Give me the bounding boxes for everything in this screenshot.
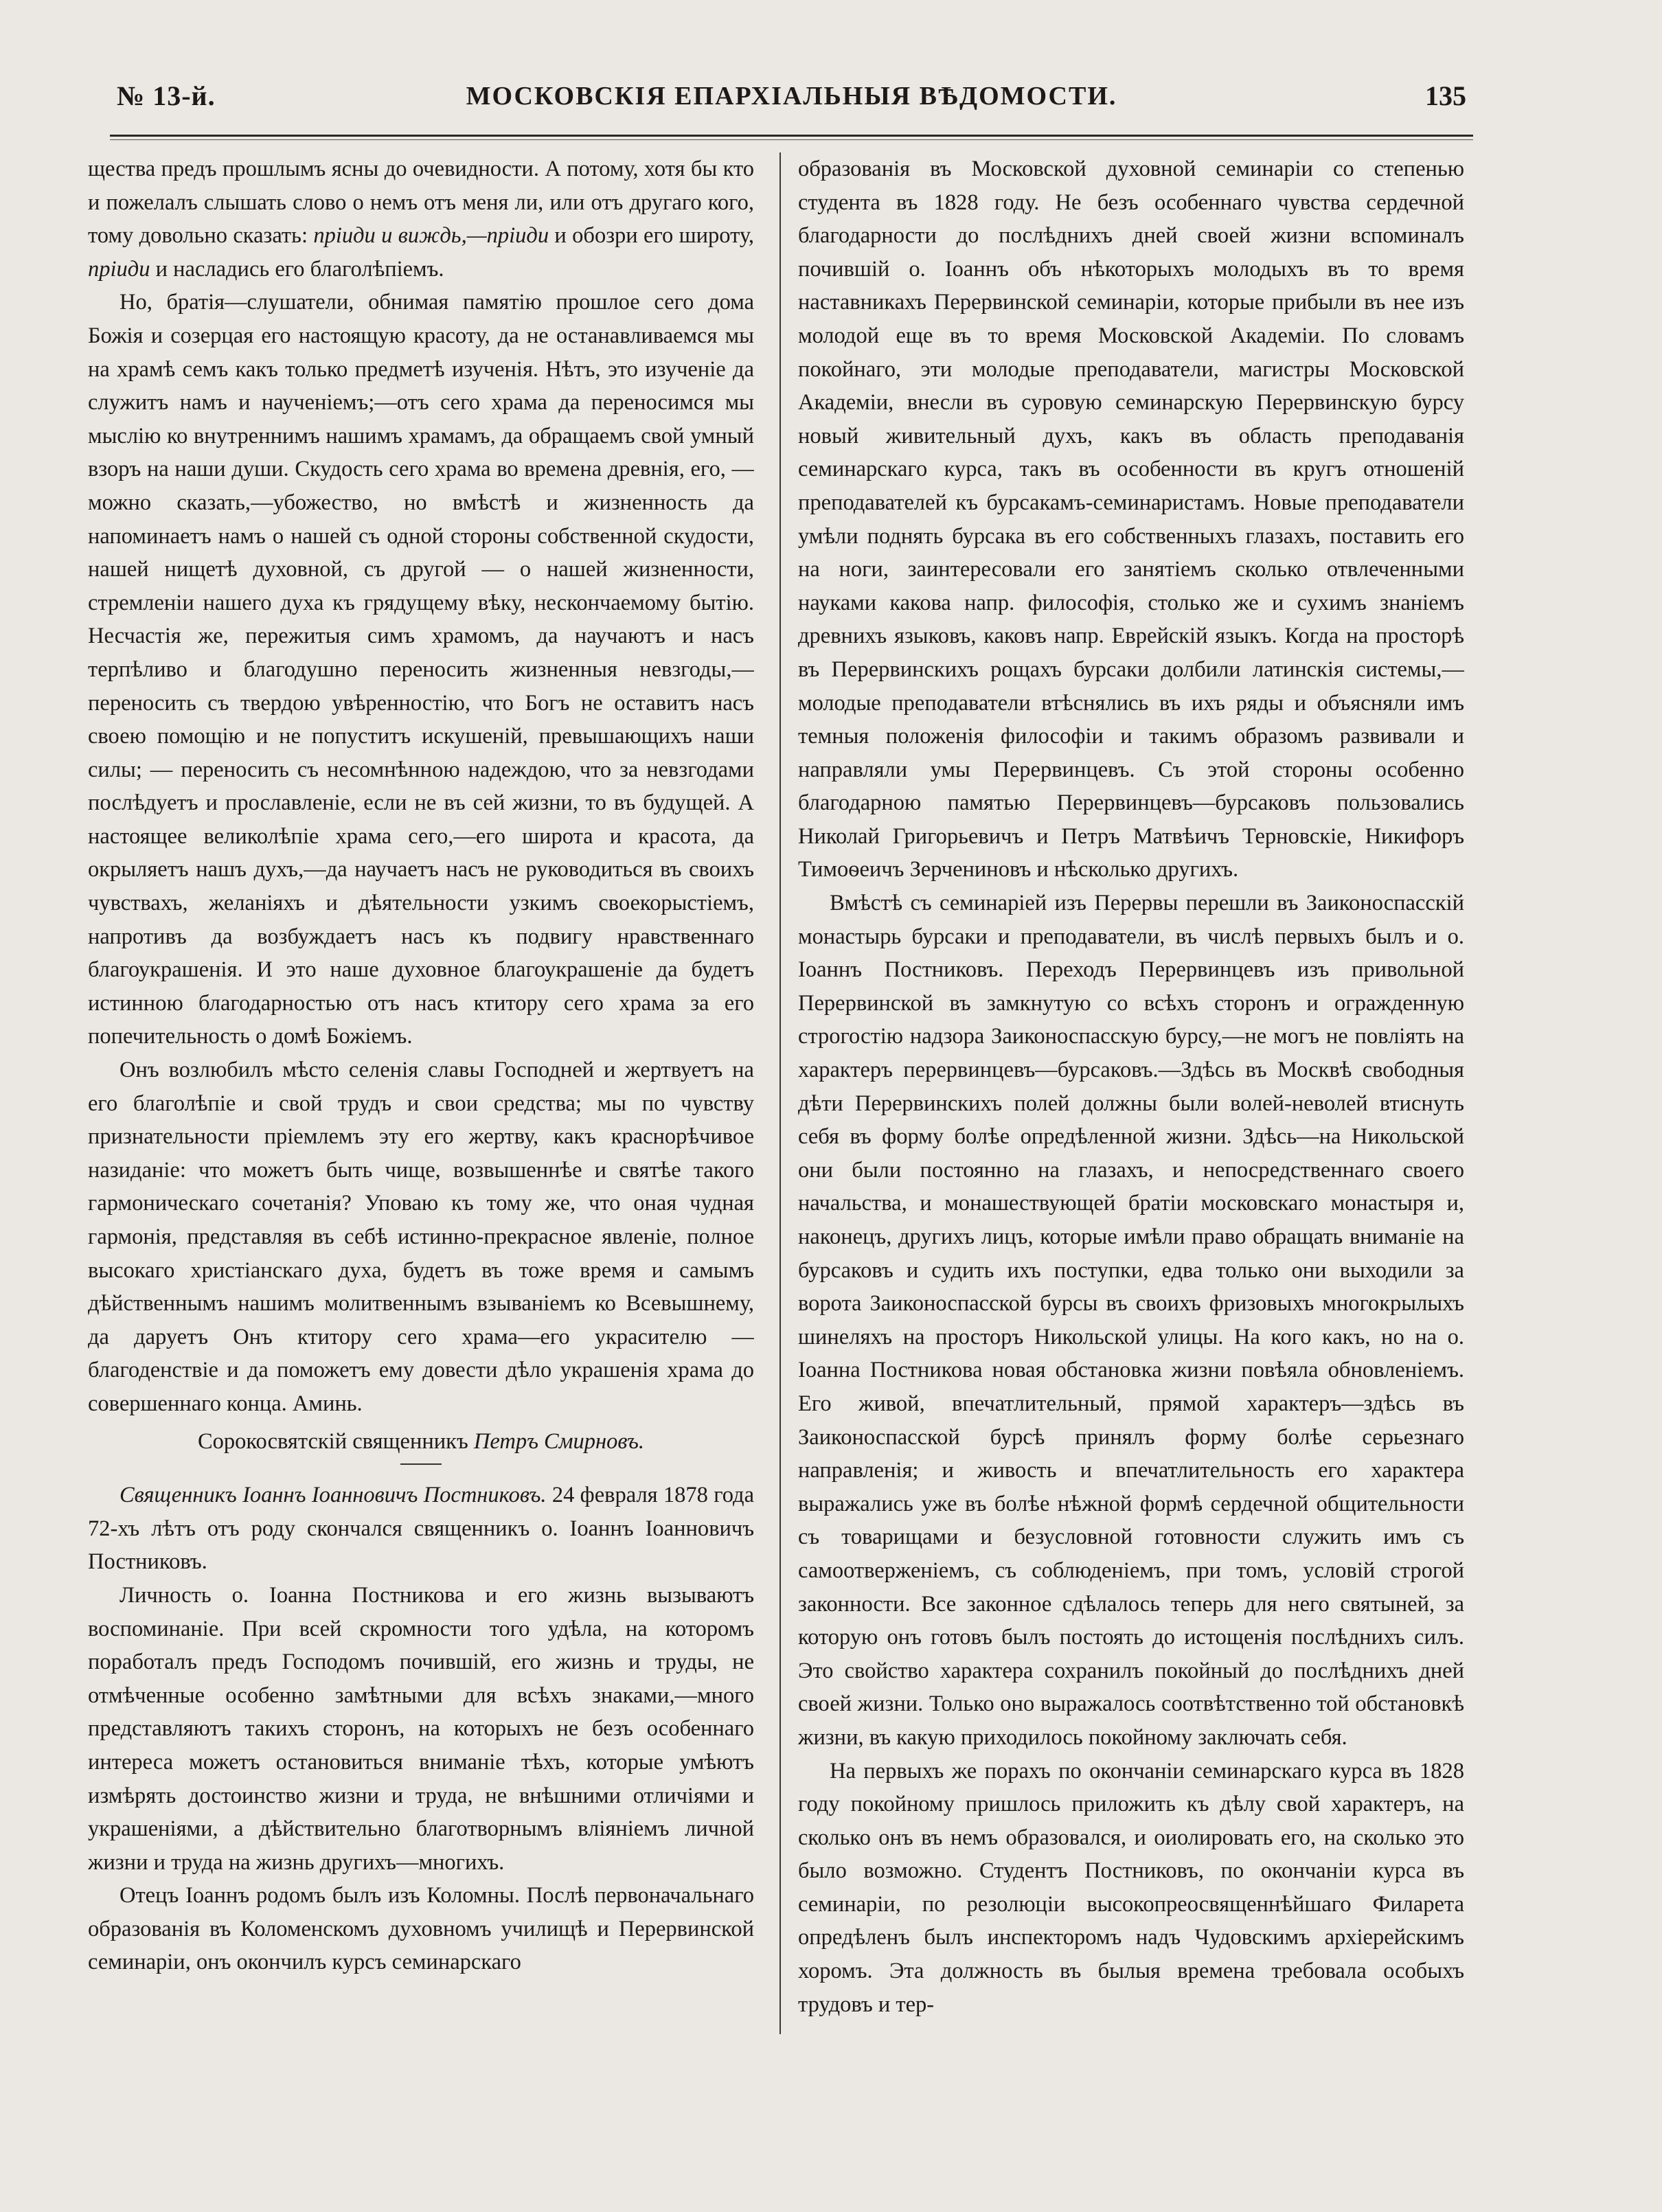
column-divider [779, 152, 781, 2034]
left-column [88, 152, 754, 2130]
text-run: и обозри его широту, [549, 223, 754, 249]
signature-prefix: Сорокосвятскій священникъ [197, 1428, 474, 1454]
paragraph: Отецъ Іоаннъ родомъ былъ изъ Коломны. Послѣ первоначальнаго образованія въ Коломенскомъ духовномъ училищѣ и Перервинской семинаріи, онъ окончилъ курсъ семинарскаго [88, 1883, 754, 1975]
paragraph: Вмѣстѣ съ семинаріей изъ Перервы перешли въ Заиконоспасскій монастырь бурсаки и преподаватели, въ числѣ первыхъ былъ и о. Іоаннъ Постниковъ. Переходъ Перервинцевъ изъ привольной Перервинской въ замкнутую со всѣхъ сторонъ и огражденную строгостію надзора Заиконоспасскую бурсу,—не могъ не повліять на характеръ перервинцевъ—бурсаковъ.—Здѣсь въ Москвѣ свободныя дѣти Перервинскихъ полей должны были волей-неволей втиснуть себя въ форму болѣе опредѣленной жизни. Здѣсь—на Никольской они были постоянно на глазахъ, и непосредственнаго своего начальства, и монашествующей братіи московскаго монастыря и, наконецъ, другихъ лицъ, которые имѣли право обращать вниманіе на бурсаковъ и судить ихъ поступки, едва только они выходили за ворота Заиконоспасской бурсы въ своихъ фризовыхъ многокрылыхъ шинеляхъ на просторъ Никольской улицы. На кого какъ, но на о. Іоанна Постникова новая обстановка жизни повѣяла обновленіемъ. Его живой, впечатлительный, прямой характеръ—здѣсь въ Заиконоспасской бурсѣ принялъ форму болѣе серьезнаго направленія; и живость и впечатлительность его характера выражались уже въ болѣе нѣжной формѣ сердечной общительности съ товарищами и безусловной готовности служить имъ съ самоотверженіемъ, съ соблюденіемъ, при томъ, условій строгой законности. Все законное сдѣлалось теперь для него святыней, за которую онъ готовъ былъ постоять до истощенія послѣднихъ силъ. Это свойство характера сохранилъ покойный до послѣднихъ дней своей жизни. Только оно выражалось соотвѣтственно той обстановкѣ жизни, въ какую приходилось покойному заключать себя. [798, 891, 1464, 1750]
paragraph: На первыхъ же порахъ по окончаніи семинарскаго курса въ 1828 году покойному пришлось приложить къ дѣлу свой характеръ, на сколько онъ въ немъ образовался, и оиолировать его, на сколько это было возможно. Студентъ Постниковъ, по окончаніи курса въ семинаріи, по резолюціи высокопреосвященнѣйшаго Филарета опредѣленъ былъ инспекторомъ надъ Чудовскимъ архіерейскимъ хоромъ. Эта должность въ былыя времена требовала особыхъ трудовъ и тер- [798, 1758, 1464, 2017]
paragraph [88, 152, 754, 286]
text-run: 24 февраля 1878 года 72-хъ лѣтъ отъ роду скончался священникъ о. Іоаннъ Іоанновичъ Постниковъ. [88, 1483, 754, 1575]
signature-name: Петръ Смирновъ. [473, 1428, 645, 1454]
obituary-lead [88, 1479, 754, 1579]
page-number: 135 [1425, 80, 1466, 111]
paragraph: Но, братія—слушатели, обнимая памятію прошлое сего дома Божія и созерцая его настоящую красоту, да не останавливаемся мы на храмѣ семъ какъ только предметѣ изученія. Нѣтъ, это изученіе да служитъ намъ и наученіемъ;—отъ сего храма да переносимся мы мыслію ко внутреннимъ нашимъ храмамъ, да обращаемъ свой умный взоръ на наши души. Скудость сего храма во времена древнія, его, — можно сказать,—убожество, но вмѣстѣ и жизненность да напоминаетъ намъ о нашей съ одной стороны собственной скудости, нашей нищетѣ духовной, съ другой — о нашей жизненности, стремленіи нашего духа къ грядущему вѣку, нескончаемому бытію. Несчастія же, пережитыя симъ храмомъ, да научаютъ и насъ терпѣливо и благодушно переносить жизненныя невзгоды,—переносить съ твердою увѣренностію, что Богъ не оставитъ насъ своею помощію и не попуститъ искушеній, превышающихъ наши силы; — переносить съ несомнѣнною надеждою, что за невзгодами послѣдуетъ и прославленіе, если не въ сей жизни, то въ будущей. А настоящее великолѣпіе храма сего,—его широта и красота, да окрыляетъ нашъ духъ,—да научаетъ насъ не руководиться въ своихъ чувствахъ, желаніяхъ и дѣятельности узкимъ своекорыстіемъ, напротивъ да возбуждаетъ насъ къ подвигу нравственнаго благоукрашенія. И это наше духовное благоукрашеніе да будетъ истинною благодарностью отъ насъ ктитору сего храма за его попечительность о домѣ Божіемъ. [88, 290, 754, 1049]
obituary-title: Священникъ Іоаннъ Іоанновичъ Постниковъ. [119, 1483, 547, 1508]
text-run: щества предъ прошлымъ ясны до очевидности. А потому, хотя бы кто и пожелалъ слышать слово о немъ отъ меня ли, или отъ другаго кого, тому довольно сказать: [88, 157, 754, 249]
page-header [110, 74, 1473, 129]
italic-text: пріиди [88, 256, 150, 282]
paragraph: образованія въ Московской духовной семинаріи со степенью студента въ 1828 году. Не безъ особеннаго чувства сердечной благодарности до послѣднихъ дней своей жизни вспоминалъ почившій о. Іоаннъ объ нѣкоторыхъ молодыхъ въ то время наставникахъ Перервинской семинаріи, которые прибыли въ нее изъ молодой еще въ то время Московской Академіи. По словамъ покойнаго, эти молодые преподаватели, магистры Московской Академіи, внесли въ суровую семинарскую Перервинскую бурсу новый живительный духъ, какъ въ область преподаванія семинарскаго курса, такъ въ особенности въ кругъ отношеній преподавателей къ бурсакамъ-семинаристамъ. Новые преподаватели умѣли поднять бурсака въ его собственныхъ глазахъ, поставить его на ноги, заинтересовали его занятіемъ сколько отвлеченными науками какова напр. философія, столько же и сухимъ знаніемъ древнихъ языковъ, каковъ напр. Еврейскій языкъ. Когда на просторѣ въ Перервинскихъ рощахъ бурсаки долбили латинскія системы,—молодые преподаватели втѣснялись въ ихъ ряды и объясняли имъ темныя положенія философіи и такимъ образомъ развивали и направляли умы Перервинцевъ. Съ этой стороны особенно благодарною памятью Перервинцевъ—бурсаковъ пользовались Николай Григорьевичъ и Петръ Матвѣичъ Терновскіе, Никифоръ Тимоѳеичъ Зерчениновъ и нѣсколько другихъ. [798, 157, 1464, 882]
signature [88, 1425, 754, 1459]
header-rule-thin [110, 139, 1473, 140]
paragraph: Онъ возлюбилъ мѣсто селенія славы Господней и жертвуетъ на его благолѣпіе и свой трудъ и свои средства; мы по чувству признательности пріемлемъ эту его жертву, какъ краснорѣчивое назиданіе: что можетъ быть чище, возвышеннѣе и святѣе такого гармоническаго сочетанія? Уповаю къ тому же, что оная чудная гармонія, представляя въ себѣ истинно-прекрасное явленіе, полное высокаго христіанскаго духа, будетъ въ тоже время и самымъ дѣйственнымъ нашимъ молитвеннымъ взываніемъ ко Всевышнему, да даруетъ Онъ ктитору сего храма—его украсителю — благоденствіе и да поможетъ ему довести дѣло украшенія храма до совершеннаго конца. Аминь. [88, 1058, 754, 1416]
paragraph: Личность о. Іоанна Постникова и его жизнь вызываютъ воспоминаніе. При всей скромности того удѣла, на которомъ поработалъ предъ Господомъ почившій, его жизнь и труды, не отмѣченные особенно замѣтными для всѣхъ знаками,—много представляютъ такихъ сторонъ, на которыхъ не безъ особеннаго интереса можетъ остановиться вниманіе тѣхъ, которые умѣютъ измѣрять достоинство жизни и труда, не внѣшними отличіями и украшеніями, а дѣйствительно благотворнымъ вліяніемъ личной жизни и труда на жизнь другихъ—многихъ. [88, 1582, 754, 1875]
text-run: и насладись его благолѣпіемъ. [150, 256, 444, 282]
section-separator [400, 1463, 442, 1465]
right-column [798, 152, 1464, 2130]
header-rule [110, 135, 1473, 137]
issue-number: № 13-й. [117, 80, 216, 111]
publication-title: МОСКОВСКІЯ ЕПАРХІАЛЬНЫЯ ВѢДОМОСТИ. [466, 82, 1117, 111]
italic-text: пріиди и виждь,—пріиди [313, 223, 549, 249]
